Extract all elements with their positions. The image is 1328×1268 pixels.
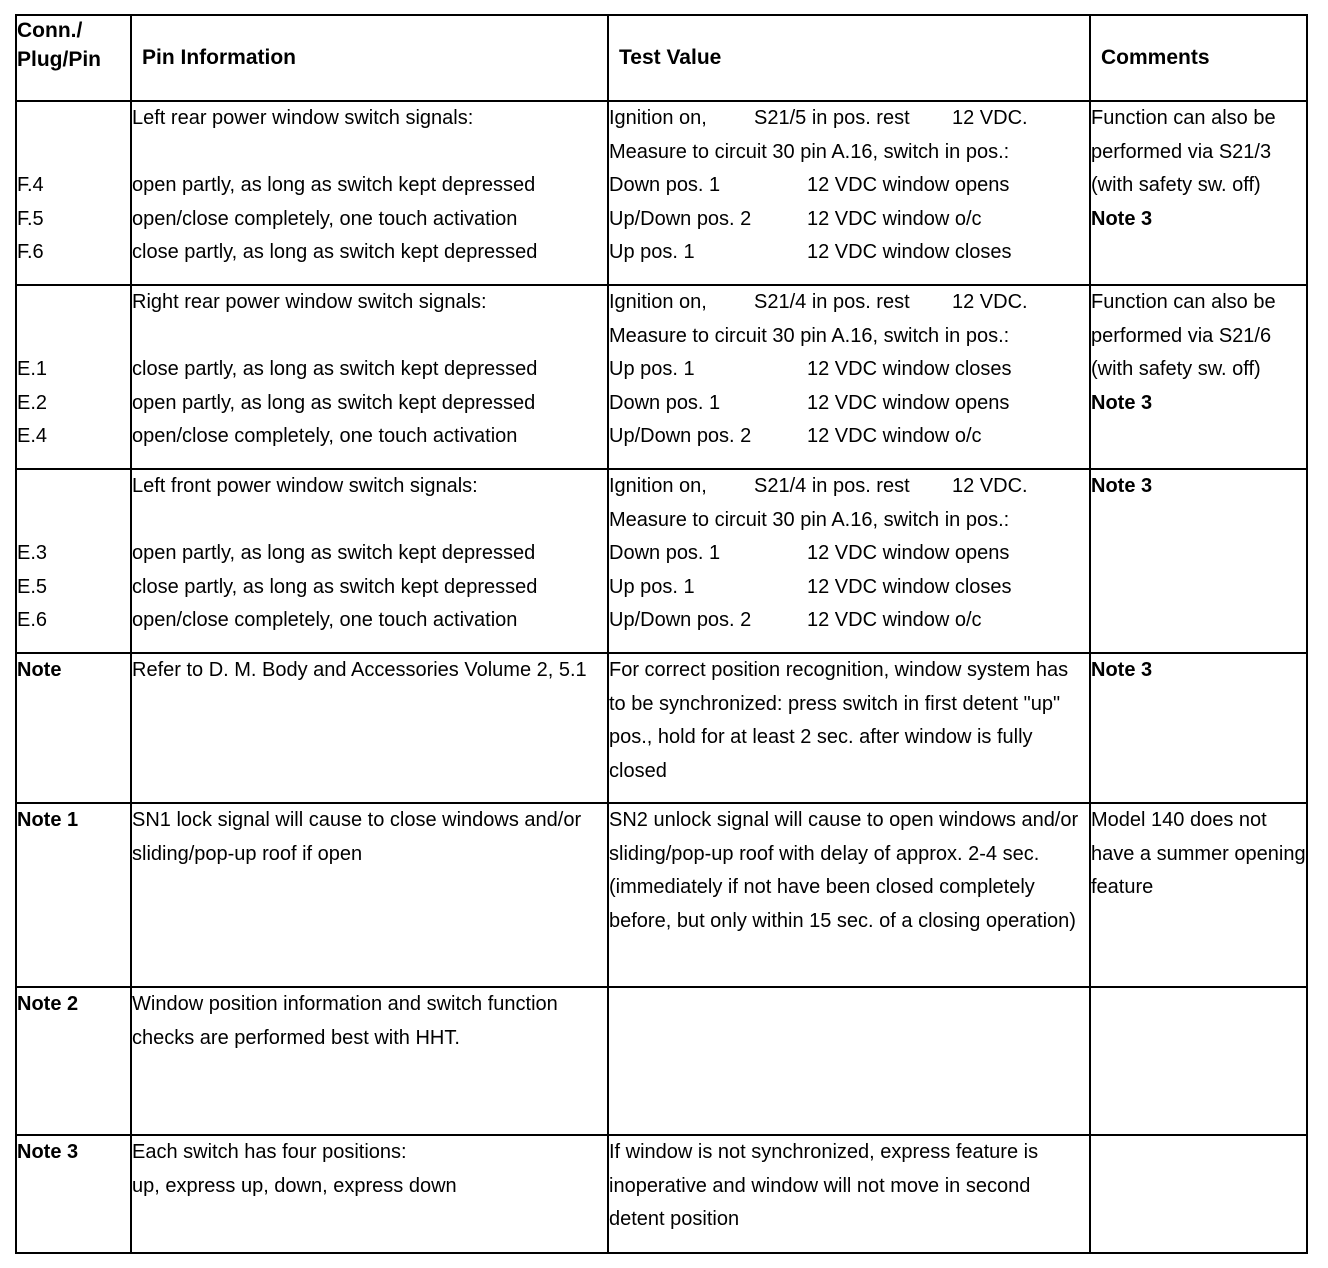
test-row: Up/Down pos. 2 12 VDC window o/c [609,207,982,230]
pin-desc: open partly, as long as switch kept depressed [132,542,536,564]
pin-desc: close partly, as long as switch kept depressed [132,241,538,263]
comments-cell [1090,285,1307,469]
conn-pin: F.6 [17,241,44,263]
comment-line: Function can also be [1091,107,1276,129]
pin-group-title: Left rear power window switch signals: [132,107,474,129]
header-comments: Comments [1090,15,1307,101]
conn-pin: F.4 [17,174,44,196]
table-row-note-3 [16,1135,1307,1253]
note-label: Note [16,653,131,803]
test-row: Up pos. 1 12 VDC window closes [609,575,1012,598]
table-row-note-1 [16,803,1307,987]
test-row: Up/Down pos. 2 12 VDC window o/c [609,425,982,447]
note-label: Note 3 [16,1135,131,1253]
note-comments: Model 140 does not have a summer opening feature [1090,803,1307,987]
pin-desc: open/close completely, one touch activation [132,425,518,447]
table-row-right-rear [16,285,1307,469]
table-row-left-front [16,469,1307,653]
comment-line: performed via S21/6 [1091,324,1272,347]
note-pin-info: Window position information and switch function checks are performed best with HHT. [131,987,608,1135]
header-test-value: Test Value [608,15,1090,101]
pin-desc: close partly, as long as switch kept depressed [132,358,538,380]
conn-pin: F.5 [17,207,44,230]
table-row-left-rear [16,101,1307,285]
comment-line: performed via S21/3 [1091,140,1272,163]
comment-note: Note 3 [1091,207,1153,230]
pin-test-table [15,14,1308,1254]
comment-line: (with safety sw. off) [1091,358,1261,380]
header-conn-line2: Plug/Pin [17,48,101,71]
note-pin-info: SN1 lock signal will cause to close windows and/or sliding/pop-up roof if open [131,803,608,987]
comment-note: Note 3 [1091,391,1153,414]
measure-line: Measure to circuit 30 pin A.16, switch in pos.: [609,508,1010,531]
test-value-cell [608,469,1090,653]
measure-line: Measure to circuit 30 pin A.16, switch in pos.: [609,324,1010,347]
pin-info-cell [131,285,608,469]
note-label: Note 1 [16,803,131,987]
note-test-value: SN2 unlock signal will cause to open windows and/or sliding/pop-up roof with delay of approx. 2-4 sec. (immediately if not have been closed completely before, but only within 15 sec. of a closing operation) [608,803,1090,987]
test-row: Up pos. 1 12 VDC window closes [609,241,1012,263]
pin-info-cell [131,469,608,653]
pin-desc: close partly, as long as switch kept depressed [132,575,538,598]
pin-desc: open/close completely, one touch activation [132,207,518,230]
comments-cell [1090,101,1307,285]
test-row: Up pos. 1 12 VDC window closes [609,358,1012,380]
table-row-note [16,653,1307,803]
header-conn [16,15,131,101]
pin-desc: open partly, as long as switch kept depressed [132,174,536,196]
note-test-value [608,987,1090,1135]
comment-note: Note 3 [1091,475,1153,497]
note-comments [1090,987,1307,1135]
conn-cell [16,469,131,653]
conn-pin: E.3 [17,542,48,564]
ignition-line: Ignition on, S21/5 in pos. rest 12 VDC. [609,107,1028,129]
note-test-value: If window is not synchronized, express feature is inoperative and window will not move in second detent position [608,1135,1090,1253]
pin-info-cell [131,101,608,285]
note-pin-info: Refer to D. M. Body and Accessories Volume 2, 5.1 [131,653,608,803]
conn-pin: E.2 [17,391,48,414]
note-comments [1090,1135,1307,1253]
test-row: Up/Down pos. 2 12 VDC window o/c [609,609,982,631]
test-row: Down pos. 1 12 VDC window opens [609,174,1010,196]
pin-desc: open/close completely, one touch activation [132,609,518,631]
note-comments: Note 3 [1090,653,1307,803]
note-pin-info [131,1135,608,1253]
pin-group-title: Right rear power window switch signals: [132,291,487,313]
header-conn-line1: Conn./ [17,19,83,42]
header-row [16,15,1307,101]
header-pin-info: Pin Information [131,15,608,101]
conn-pin: E.4 [17,425,48,447]
comment-line: Function can also be [1091,291,1276,313]
note-pin-line: Each switch has four positions: [132,1141,407,1163]
note-pin-line: up, express up, down, express down [132,1174,457,1197]
comments-cell [1090,469,1307,653]
pin-group-title: Left front power window switch signals: [132,475,478,497]
note-test-value: For correct position recognition, window system has to be synchronized: press switch in first detent "up" pos., hold for at least 2 sec. after window is fully closed [608,653,1090,803]
conn-pin: E.5 [17,575,48,598]
measure-line: Measure to circuit 30 pin A.16, switch in pos.: [609,140,1010,163]
table-row-note-2 [16,987,1307,1135]
conn-cell [16,101,131,285]
note-label: Note 2 [16,987,131,1135]
conn-pin: E.6 [17,609,48,631]
test-row: Down pos. 1 12 VDC window opens [609,542,1010,564]
conn-cell [16,285,131,469]
test-row: Down pos. 1 12 VDC window opens [609,391,1010,414]
ignition-line: Ignition on, S21/4 in pos. rest 12 VDC. [609,475,1028,497]
test-value-cell [608,285,1090,469]
comment-line: (with safety sw. off) [1091,174,1261,196]
conn-pin: E.1 [17,358,48,380]
ignition-line: Ignition on, S21/4 in pos. rest 12 VDC. [609,291,1028,313]
pin-desc: open partly, as long as switch kept depressed [132,391,536,414]
test-value-cell [608,101,1090,285]
